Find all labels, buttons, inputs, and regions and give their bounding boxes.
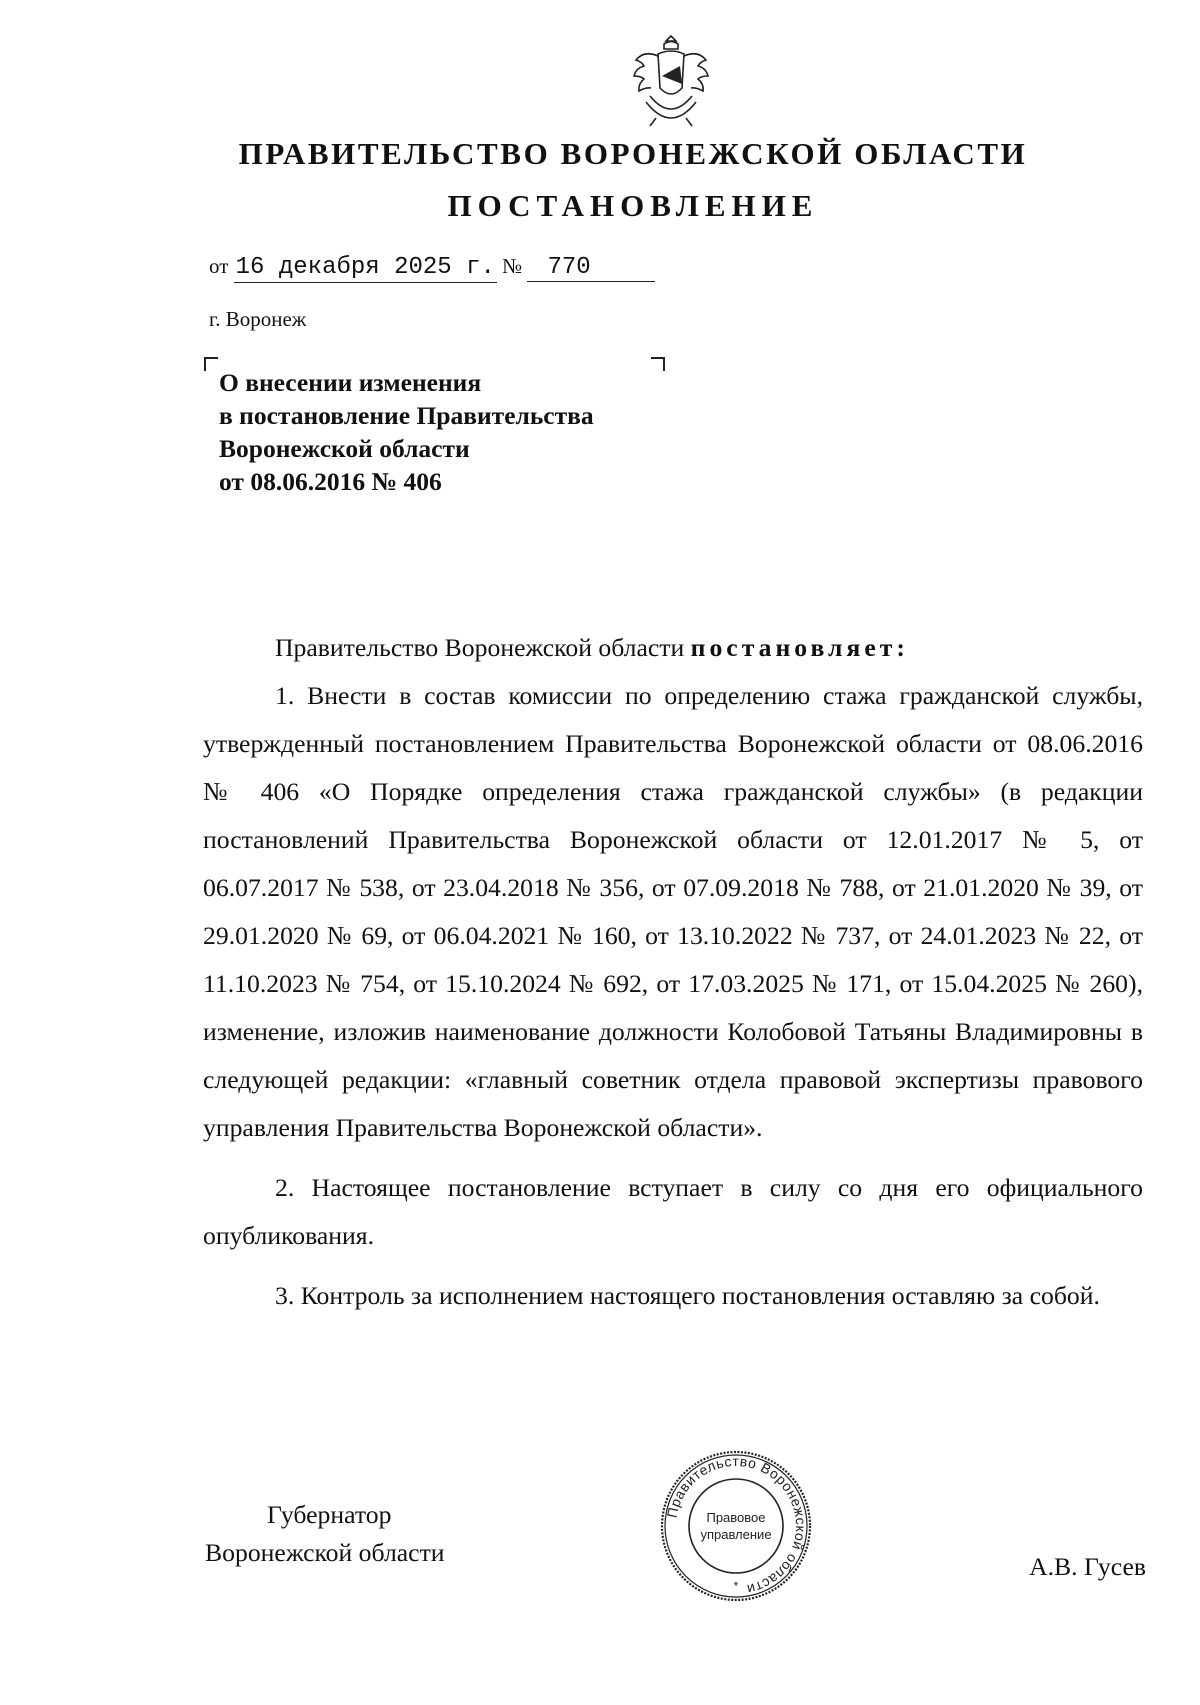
city-label: г. Воронеж: [209, 307, 307, 331]
stamp-outer-text: Правительство Воронежской области: [663, 1452, 810, 1598]
stamp-inner-line-1: Правовое: [706, 1510, 766, 1525]
document-date: 16 декабря 2025 г.: [235, 254, 495, 281]
stamp-star-icon: *: [733, 1579, 739, 1593]
government-title: ПРАВИТЕЛЬСТВО ВОРОНЕЖСКОЙ ОБЛАСТИ: [238, 136, 1028, 171]
stamp-inner-line-2: управление: [700, 1527, 772, 1542]
document-type: ПОСТАНОВЛЕНИЕ: [447, 188, 819, 223]
subject-line: в постановление Правительства: [219, 401, 594, 430]
preamble-subject: Правительство Воронежской области: [275, 633, 685, 662]
document-number: 770: [527, 254, 655, 282]
preamble: [203, 624, 1143, 672]
preamble-verb: постановляет:: [690, 633, 909, 662]
date-prefix: от: [209, 254, 229, 278]
document-body: [203, 624, 1143, 1320]
subject-corner-right: [651, 357, 665, 371]
paragraph-1: 1. Внести в состав комиссии по определению стажа гражданской службы, утвержденный постановлением Правительства Воронежской области от 08.06.2016 № 406 «О Порядке определения стажа гражданской службы» (в редакции постановлений Правительства Воронежской области от 12.01.2017 № 5, от 06.07.2017 № 538, от 23.04.2018 № 356, от 07.09.2018 № 788, от 21.01.2020 № 39, от 29.01.2020 № 69, от 06.04.2021 № 160, от 13.10.2022 № 737, от 24.01.2023 № 22, от 11.10.2023 № 754, от 15.10.2024 № 692, от 17.03.2025 № 171, от 15.04.2025 № 260), изменение, изложив наименование должности Колобовой Татьяны Владимировны в следующей редакции: «главный советник отдела правовой экспертизы правового управления Правительства Воронежской области».: [203, 681, 1143, 1142]
paragraph-3: 3. Контроль за исполнением настоящего постановления оставляю за собой.: [275, 1281, 1100, 1310]
number-sign: №: [502, 254, 523, 278]
date-number-line: [209, 254, 655, 283]
position-line-2: Воронежской области: [205, 1538, 445, 1567]
position-line-1: Губернатор: [267, 1500, 392, 1529]
coat-of-arms-icon: [628, 32, 714, 132]
signatory-position: [205, 1496, 445, 1572]
document-subject: [219, 366, 594, 498]
official-stamp: [658, 1448, 814, 1604]
signatory-name: А.В. Гусев: [1029, 1552, 1146, 1581]
paragraph-2: 2. Настоящее постановление вступает в силу со дня его официального опубликования.: [203, 1173, 1143, 1250]
subject-line: от 08.06.2016 № 406: [219, 467, 442, 496]
subject-line: Воронежской области: [219, 434, 470, 463]
subject-line: О внесении изменения: [219, 368, 482, 397]
subject-corner-left: [204, 357, 218, 371]
